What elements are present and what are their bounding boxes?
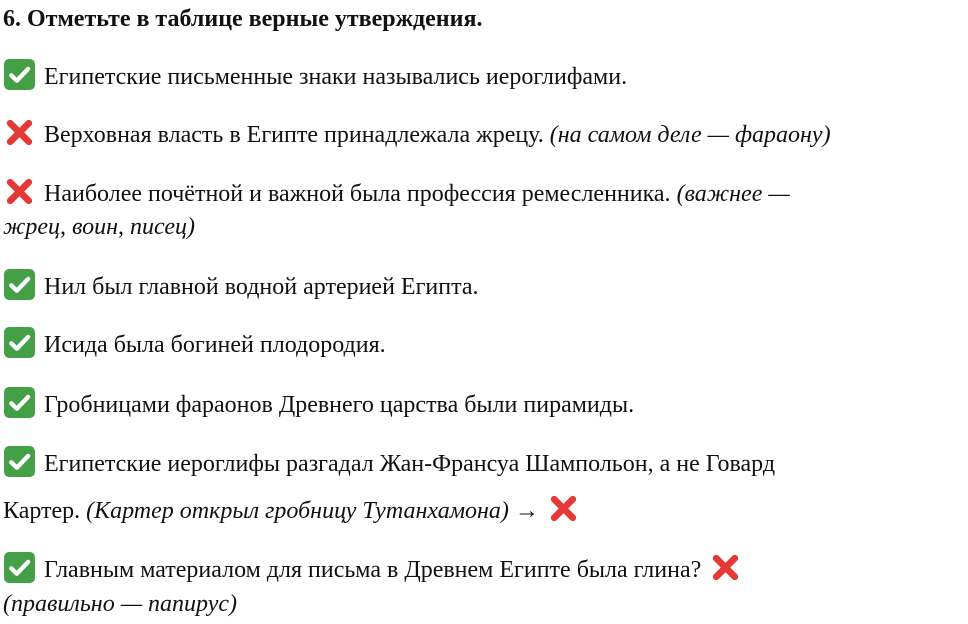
check-icon [3,58,36,91]
statement-4 [3,268,479,302]
check-icon [3,268,36,301]
statement-note: (на самом деле — фараону) [549,122,831,148]
statement-8 [3,551,742,585]
statement-5 [3,326,386,360]
statement-text: Египетские письменные знаки назывались иероглифами. [44,64,628,90]
arrow-symbol: → [514,498,539,524]
cross-icon [547,492,580,525]
statement-1 [3,58,627,92]
task-title: 6. Отметьте в таблице верные утверждения. [3,6,483,32]
statement-3 [3,175,790,209]
check-icon [3,386,36,419]
statement-3-note-continuation: жрец, воин, писец) [3,214,195,240]
check-icon [3,326,36,359]
cross-icon [3,175,36,208]
statement-text: Исида была богиней плодородия. [44,332,386,358]
statement-text: Картер. [3,498,81,524]
statement-note: (важнее — [676,181,790,207]
statement-2 [3,116,831,150]
cross-icon [709,551,742,584]
check-icon [3,445,36,478]
statement-7 [3,445,775,479]
statement-text: Главным материалом для письма в Древнем Египте была глина? [44,557,702,583]
statement-text: Нил был главной водной артерией Египта. [44,274,479,300]
statement-6 [3,386,634,420]
statement-text: Наиболее почётной и важной была профессия ремесленника. [44,181,671,207]
statement-8-note: (правильно — папирус) [3,591,238,617]
statement-text: Египетские иероглифы разгадал Жан-Франсуа Шампольон, а не Говард [44,451,776,477]
statement-note: (Картер открыл гробницу Тутанхамона) [86,498,509,524]
statement-text: Верховная власть в Египте принадлежала жрецу. [44,122,544,148]
statement-7-continuation [3,492,580,526]
check-icon [3,551,36,584]
statement-text: Гробницами фараонов Древнего царства были пирамиды. [44,392,635,418]
cross-icon [3,116,36,149]
